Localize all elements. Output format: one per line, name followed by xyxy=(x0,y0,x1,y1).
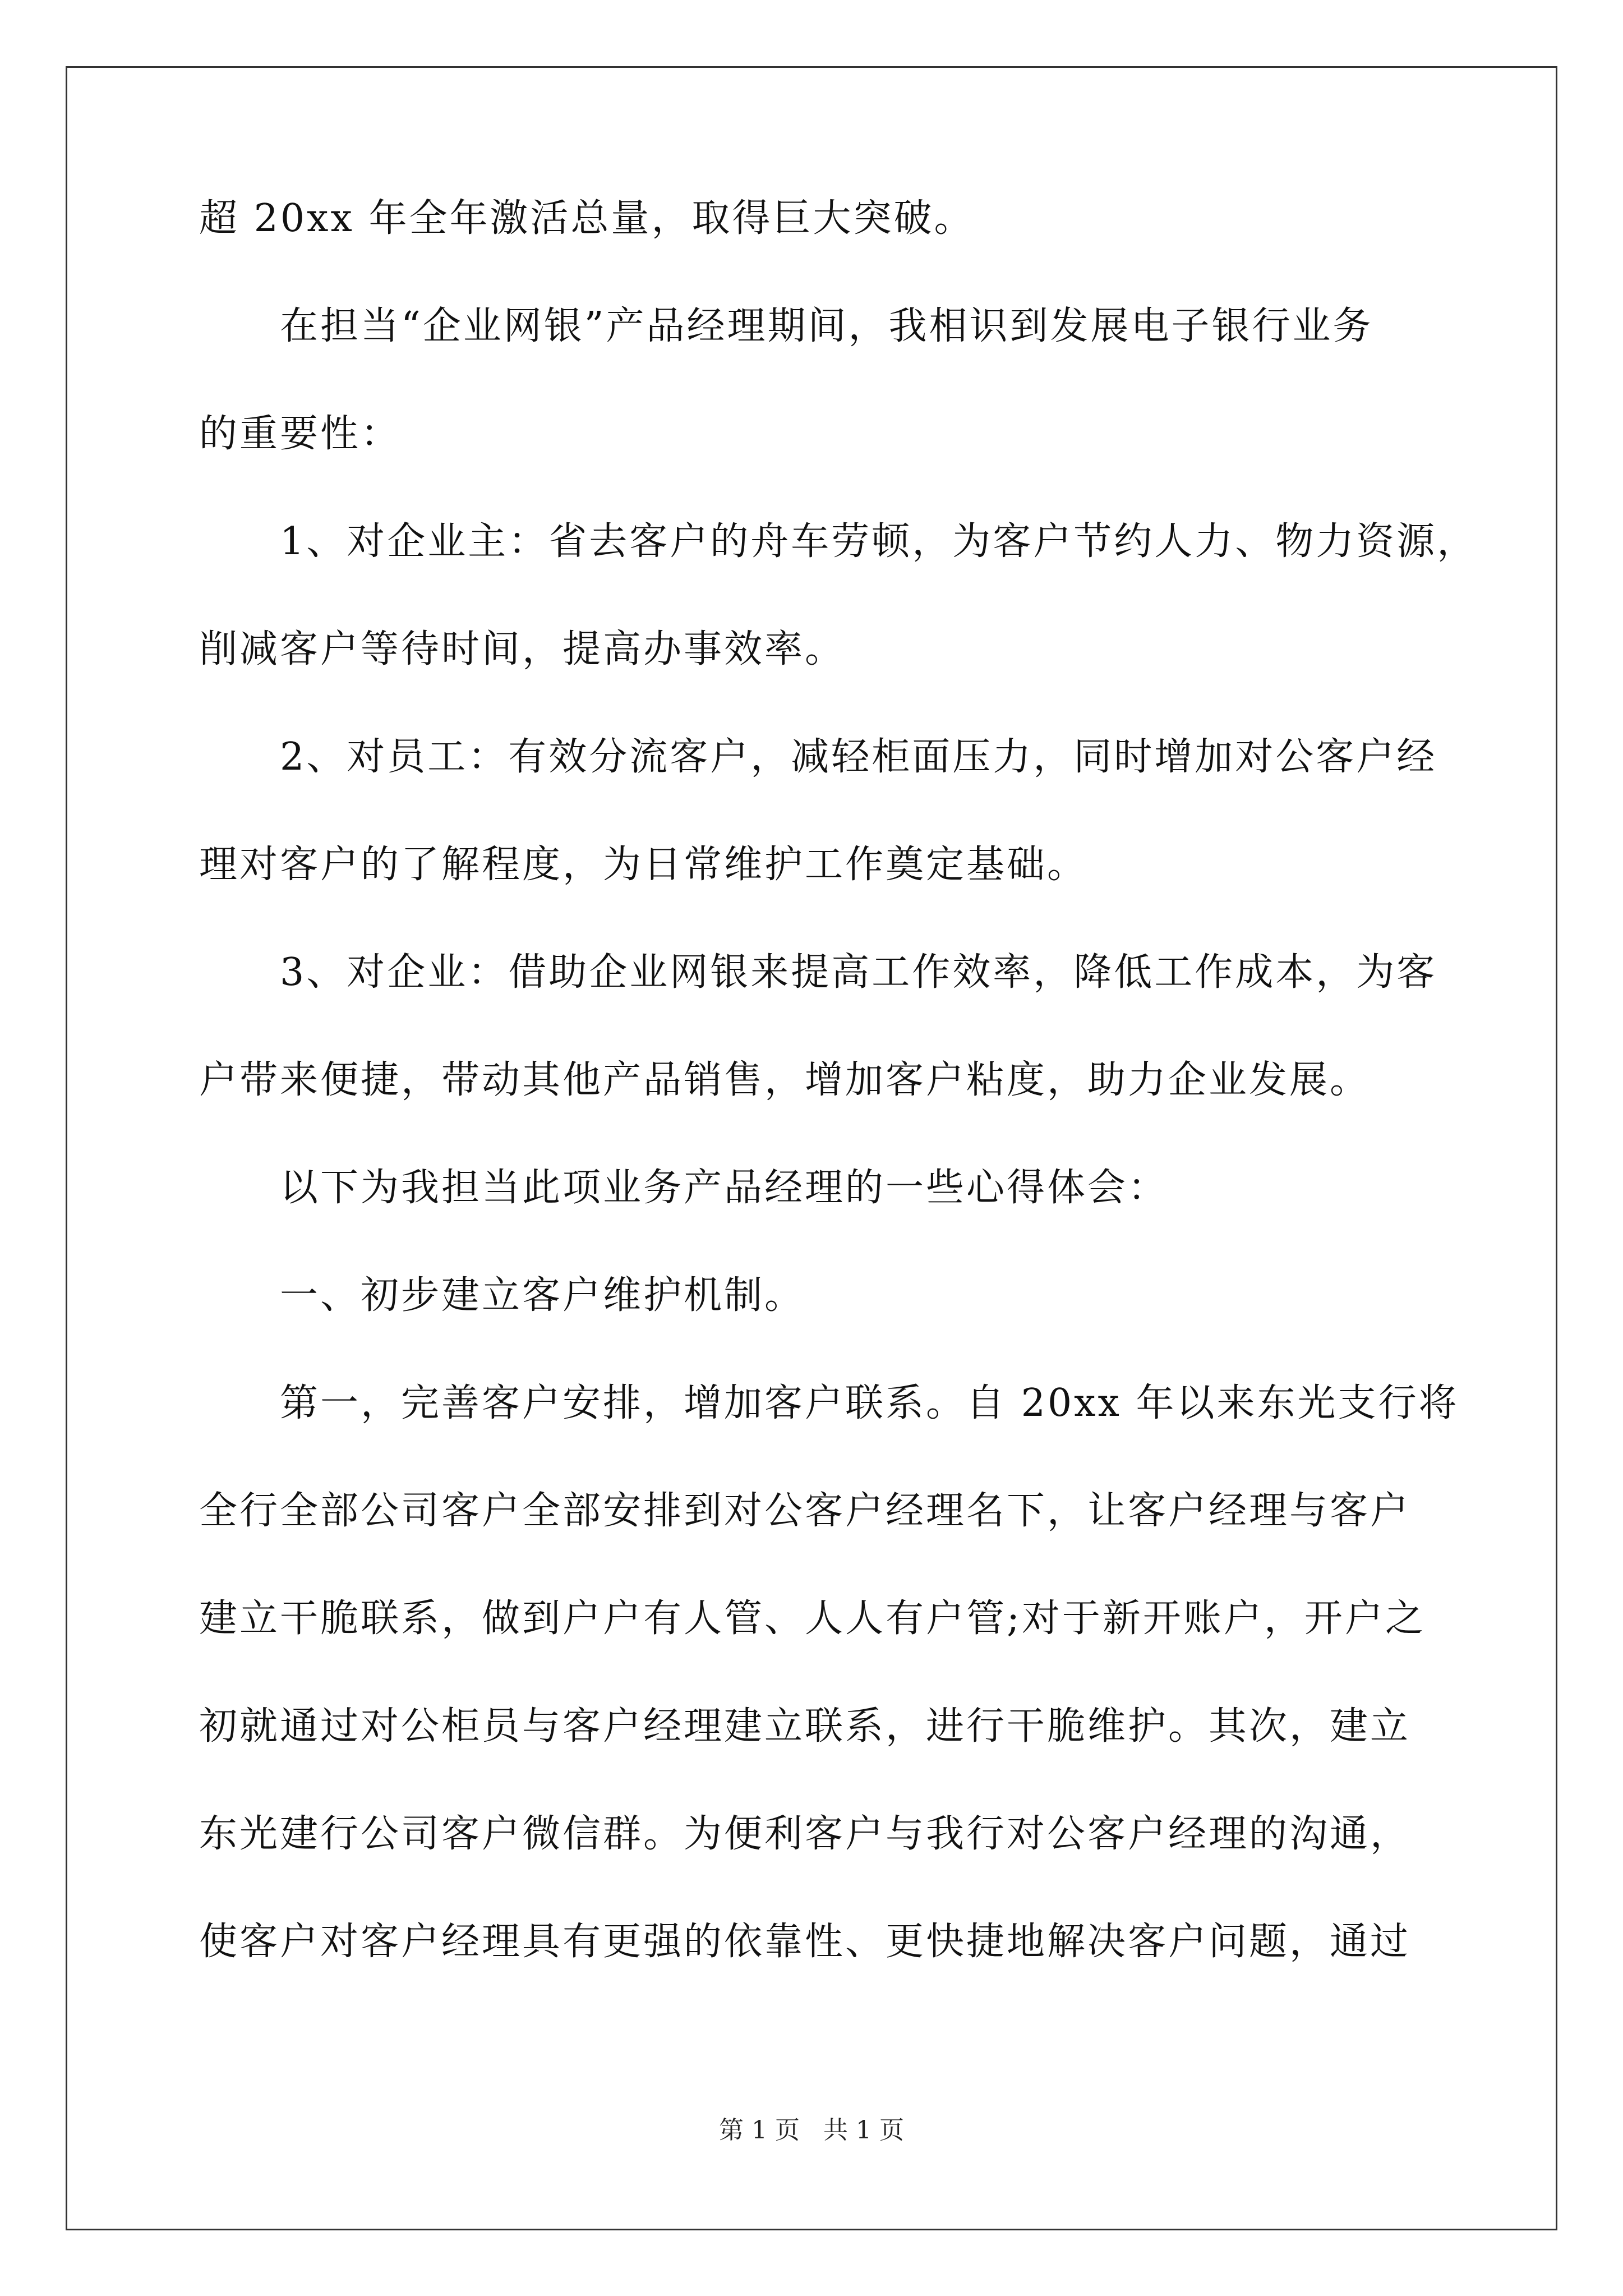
text-line: 2、对员工：有效分流客户，减轻柜面压力，同时增加对公客户经 xyxy=(199,735,1437,779)
text-line: 的重要性： xyxy=(199,412,402,456)
page-number: 第 1 页 xyxy=(719,2116,800,2145)
text-line: 东光建行公司客户微信群。为便利客户与我行对公客户经理的沟通， xyxy=(199,1812,1411,1856)
text-line: 超 20xx 年全年激活总量，取得巨大突破。 xyxy=(199,196,975,241)
text-line: 第一，完善客户安排，增加客户联系。自 20xx 年以来东光支行将 xyxy=(199,1381,1459,1425)
text-line: 建立干脆联系，做到户户有人管、人人有户管;对于新开账户，开户之 xyxy=(199,1596,1426,1641)
text-line: 以下为我担当此项业务产品经理的一些心得体会： xyxy=(199,1166,1169,1210)
text-line: 全行全部公司客户全部安排到对公客户经理名下，让客户经理与客户 xyxy=(199,1489,1411,1533)
text-line: 在担当“企业网银”产品经理期间，我相识到发展电子银行业务 xyxy=(199,304,1373,348)
text-line: 1、对企业主：省去客户的舟车劳顿，为客户节约人力、物力资源， xyxy=(199,519,1478,564)
text-line: 户带来便捷，带动其他产品销售，增加客户粘度，助力企业发展。 xyxy=(199,1058,1371,1102)
text-line: 削减客户等待时间，提高办事效率。 xyxy=(199,627,846,671)
page-border xyxy=(66,66,1557,2230)
page-total: 共 1 页 xyxy=(823,2116,904,2145)
text-line: 初就通过对公柜员与客户经理建立联系，进行干脆维护。其次，建立 xyxy=(199,1704,1411,1749)
text-line: 理对客户的了解程度，为日常维护工作奠定基础。 xyxy=(199,843,1088,887)
text-line: 3、对企业：借助企业网银来提高工作效率，降低工作成本，为客 xyxy=(199,950,1437,995)
section-heading: 一、初步建立客户维护机制。 xyxy=(199,1273,805,1318)
text-line: 使客户对客户经理具有更强的依靠性、更快捷地解决客户问题，通过 xyxy=(199,1920,1411,1964)
page-footer xyxy=(0,2114,1623,2147)
